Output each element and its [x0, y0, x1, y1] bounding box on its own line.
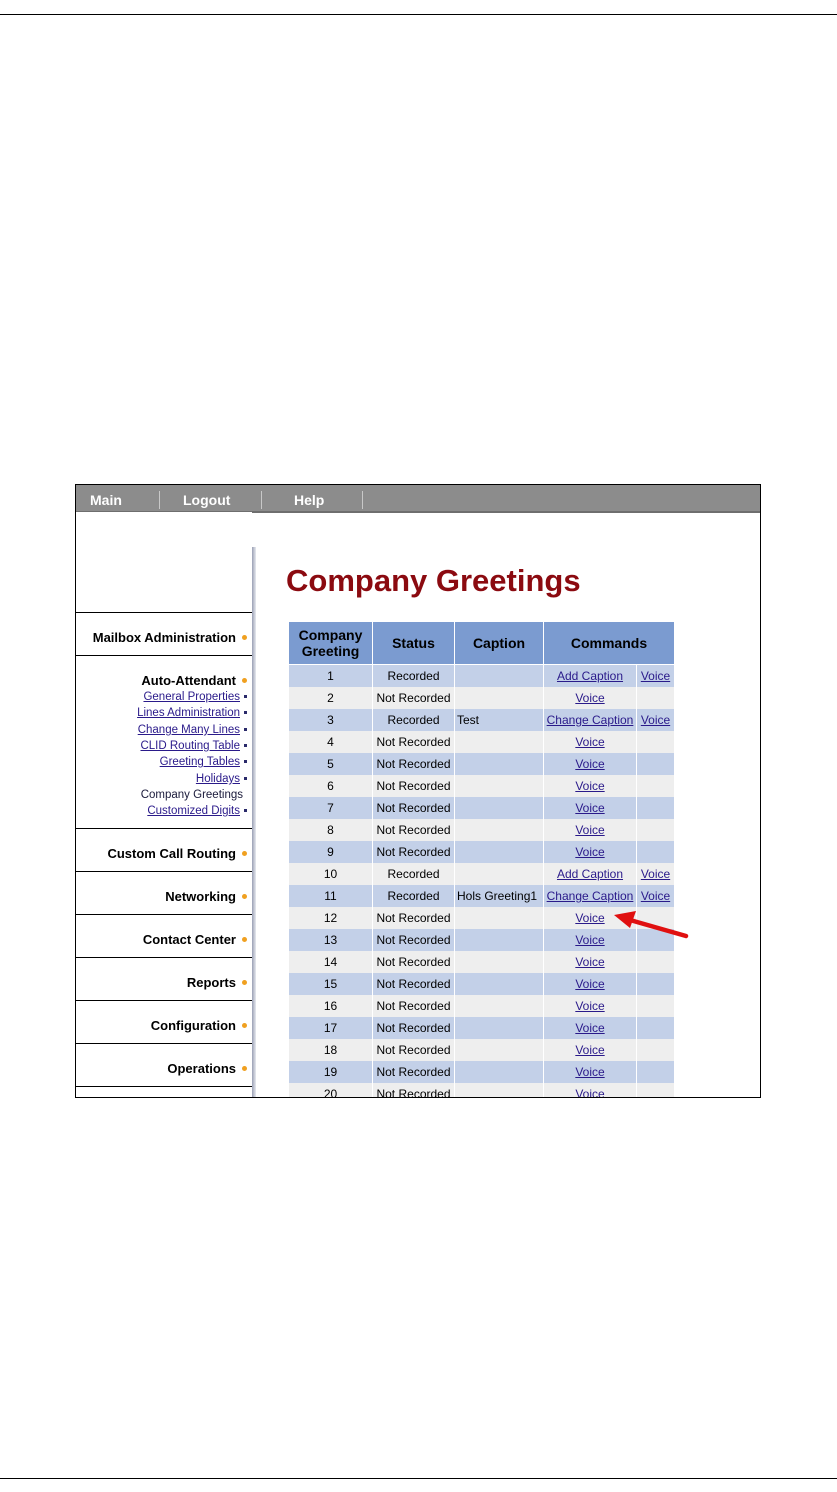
nav-section-networking — [76, 871, 252, 915]
greeting-number-cell: 11 — [289, 885, 373, 907]
header-commands: Commands — [544, 622, 675, 665]
header-line: Company — [298, 627, 363, 643]
greeting-number-cell: 10 — [289, 863, 373, 885]
caption-cell: Hols Greeting1 — [455, 885, 544, 907]
nav-custom-call-routing[interactable] — [107, 846, 247, 861]
sub-item-general-properties[interactable] — [143, 691, 247, 703]
command-cell-empty — [637, 1061, 675, 1083]
nav-label: Contact Center — [142, 932, 236, 947]
status-cell: Not Recorded — [373, 753, 455, 775]
table-row — [289, 775, 675, 797]
table-row — [289, 1061, 675, 1083]
voice-link[interactable]: Voice — [575, 801, 605, 815]
command-cell — [544, 973, 637, 995]
caption-cell — [455, 797, 544, 819]
table-row — [289, 731, 675, 753]
voice-link[interactable]: Voice — [575, 977, 605, 991]
menu-separator — [362, 491, 363, 509]
logo-area — [76, 512, 252, 612]
add-caption-link[interactable]: Add Caption — [556, 669, 624, 683]
table-row — [289, 885, 675, 907]
square-bullet-icon — [244, 777, 247, 780]
greeting-number-cell: 4 — [289, 731, 373, 753]
command-cell — [544, 995, 637, 1017]
table-row — [289, 753, 675, 775]
voice-link[interactable]: Voice — [575, 999, 605, 1013]
sub-item-customized-digits[interactable] — [147, 805, 247, 817]
status-cell: Not Recorded — [373, 1083, 455, 1098]
menu-help[interactable]: Help — [294, 492, 325, 508]
table-header-row — [289, 622, 675, 665]
command-cell — [637, 885, 675, 907]
bullet-icon — [242, 678, 247, 683]
bullet-icon — [242, 851, 247, 856]
bullet-icon — [242, 894, 247, 899]
voice-link[interactable]: Voice — [575, 1043, 605, 1057]
command-cell — [637, 709, 675, 731]
sub-link[interactable]: General Properties — [143, 691, 240, 703]
voice-link[interactable]: Voice — [575, 735, 605, 749]
add-caption-link[interactable]: Add Caption — [556, 867, 624, 881]
command-cell — [544, 687, 637, 709]
status-cell: Not Recorded — [373, 1039, 455, 1061]
header-company-greeting — [289, 622, 373, 665]
voice-link[interactable]: Voice — [575, 779, 605, 793]
nav-configuration[interactable] — [151, 1018, 247, 1033]
status-cell: Not Recorded — [373, 951, 455, 973]
table-row — [289, 665, 675, 688]
command-cell-empty — [637, 687, 675, 709]
voice-link[interactable]: Voice — [640, 669, 671, 683]
header-status: Status — [373, 622, 455, 665]
nav-section-bottom — [76, 1086, 252, 1098]
caption-cell — [455, 665, 544, 688]
voice-link[interactable]: Voice — [640, 713, 671, 727]
page-bottom-rule — [0, 1478, 837, 1479]
command-cell-empty — [637, 819, 675, 841]
sub-item-lines-administration[interactable] — [137, 707, 247, 719]
command-cell — [544, 1061, 637, 1083]
greeting-number-cell: 16 — [289, 995, 373, 1017]
command-cell — [544, 819, 637, 841]
nav-label: Networking — [165, 889, 236, 904]
caption-cell — [455, 819, 544, 841]
caption-cell — [455, 775, 544, 797]
greeting-number-cell: 14 — [289, 951, 373, 973]
sub-item-change-many-lines[interactable] — [138, 724, 247, 736]
command-cell — [544, 709, 637, 731]
command-cell-empty — [637, 753, 675, 775]
top-menu-bar — [76, 485, 760, 513]
command-cell-empty — [637, 973, 675, 995]
nav-section-reports — [76, 957, 252, 1001]
command-cell — [544, 797, 637, 819]
voice-link[interactable]: Voice — [575, 691, 605, 705]
sidebar-shadow — [252, 547, 256, 1097]
menu-main[interactable]: Main — [90, 492, 122, 508]
command-cell — [544, 1039, 637, 1061]
command-cell — [544, 951, 637, 973]
nav-label: Configuration — [150, 1018, 236, 1033]
caption-cell — [455, 995, 544, 1017]
table-row — [289, 687, 675, 709]
sub-link[interactable]: Customized Digits — [147, 805, 240, 817]
bullet-icon — [242, 980, 247, 985]
table-row — [289, 1017, 675, 1039]
bullet-icon — [242, 1023, 247, 1028]
table-body — [289, 665, 675, 1099]
command-cell — [544, 885, 637, 907]
greeting-number-cell: 3 — [289, 709, 373, 731]
voice-link[interactable]: Voice — [575, 1087, 605, 1098]
caption-cell — [455, 753, 544, 775]
table-row — [289, 797, 675, 819]
status-cell: Not Recorded — [373, 929, 455, 951]
command-cell — [544, 753, 637, 775]
status-cell: Not Recorded — [373, 973, 455, 995]
greeting-number-cell: 19 — [289, 1061, 373, 1083]
command-cell — [544, 731, 637, 753]
command-cell — [544, 863, 637, 885]
caption-cell — [455, 731, 544, 753]
voice-link[interactable]: Voice — [575, 933, 605, 947]
caption-cell — [455, 841, 544, 863]
table-row — [289, 1083, 675, 1098]
command-cell — [544, 665, 637, 688]
command-cell-empty — [637, 731, 675, 753]
command-cell — [637, 863, 675, 885]
command-cell — [544, 1017, 637, 1039]
greeting-number-cell: 5 — [289, 753, 373, 775]
greeting-number-cell: 13 — [289, 929, 373, 951]
table-row — [289, 841, 675, 863]
header-line: Greeting — [301, 643, 360, 659]
status-cell: Recorded — [373, 863, 455, 885]
table-row — [289, 995, 675, 1017]
nav-operations[interactable] — [167, 1061, 247, 1076]
status-cell: Not Recorded — [373, 775, 455, 797]
sub-link[interactable]: Lines Administration — [137, 707, 240, 719]
greeting-number-cell: 7 — [289, 797, 373, 819]
nav-section-configuration — [76, 1000, 252, 1044]
greeting-number-cell: 15 — [289, 973, 373, 995]
status-cell: Recorded — [373, 709, 455, 731]
menu-separator — [159, 491, 160, 509]
sub-item-company-greetings — [141, 789, 247, 801]
command-cell-empty — [637, 841, 675, 863]
command-cell-empty — [637, 775, 675, 797]
sub-link[interactable]: Change Many Lines — [137, 724, 240, 736]
caption-cell — [455, 1017, 544, 1039]
status-cell: Recorded — [373, 665, 455, 688]
sidebar-nav — [76, 512, 252, 1097]
menu-logout[interactable]: Logout — [183, 492, 231, 508]
greeting-number-cell: 18 — [289, 1039, 373, 1061]
greeting-number-cell: 17 — [289, 1017, 373, 1039]
table-row — [289, 951, 675, 973]
nav-section-mailbox — [76, 612, 252, 656]
caption-cell — [455, 863, 544, 885]
nav-networking[interactable] — [165, 889, 247, 904]
nav-mailbox-administration[interactable] — [93, 630, 247, 645]
voice-link[interactable]: Voice — [575, 1065, 605, 1079]
caption-cell — [455, 1061, 544, 1083]
command-cell-empty — [637, 1017, 675, 1039]
status-cell: Not Recorded — [373, 687, 455, 709]
command-cell-empty — [637, 995, 675, 1017]
status-cell: Not Recorded — [373, 731, 455, 753]
greeting-number-cell: 12 — [289, 907, 373, 929]
square-bullet-icon — [244, 760, 247, 763]
status-cell: Not Recorded — [373, 797, 455, 819]
nav-section-operations — [76, 1043, 252, 1087]
caption-cell — [455, 1083, 544, 1098]
caption-cell — [455, 929, 544, 951]
menu-separator — [261, 491, 262, 509]
square-bullet-icon — [244, 728, 247, 731]
sub-link[interactable]: CLID Routing Table — [140, 740, 240, 752]
sub-item-holidays[interactable] — [196, 773, 247, 785]
command-cell-empty — [637, 1039, 675, 1061]
voice-link[interactable]: Voice — [640, 867, 671, 881]
red-arrow-icon — [614, 911, 690, 941]
greeting-number-cell: 9 — [289, 841, 373, 863]
command-cell — [544, 775, 637, 797]
app-screenshot — [75, 484, 761, 1098]
sub-item-clid-routing-table[interactable] — [140, 740, 247, 752]
status-cell: Not Recorded — [373, 1061, 455, 1083]
table-row — [289, 819, 675, 841]
bullet-icon — [242, 1066, 247, 1071]
voice-link[interactable]: Voice — [575, 845, 605, 859]
caption-cell — [455, 907, 544, 929]
voice-link[interactable]: Voice — [575, 823, 605, 837]
greeting-number-cell: 1 — [289, 665, 373, 688]
command-cell — [544, 841, 637, 863]
nav-section-auto-attendant — [76, 655, 252, 829]
table-row — [289, 973, 675, 995]
status-cell: Not Recorded — [373, 819, 455, 841]
table-row — [289, 1039, 675, 1061]
nav-label: Auto-Attendant — [141, 673, 236, 688]
status-cell: Recorded — [373, 885, 455, 907]
nav-label: Reports — [186, 975, 236, 990]
status-cell: Not Recorded — [373, 1017, 455, 1039]
bullet-icon — [242, 635, 247, 640]
greeting-number-cell: 20 — [289, 1083, 373, 1098]
nav-reports[interactable] — [187, 975, 247, 990]
sub-link[interactable]: Greeting Tables — [159, 756, 240, 768]
nav-label: Operations — [167, 1061, 236, 1076]
status-cell: Not Recorded — [373, 995, 455, 1017]
nav-contact-center[interactable] — [143, 932, 247, 947]
caption-cell — [455, 951, 544, 973]
nav-label: Custom Call Routing — [107, 846, 236, 861]
change-caption-link[interactable]: Change Caption — [546, 713, 634, 727]
command-cell — [637, 665, 675, 688]
voice-link[interactable]: Voice — [575, 1021, 605, 1035]
greeting-number-cell: 8 — [289, 819, 373, 841]
nav-auto-attendant[interactable] — [141, 673, 247, 688]
voice-link[interactable]: Voice — [575, 911, 605, 925]
caption-cell: Test — [455, 709, 544, 731]
caption-cell — [455, 1039, 544, 1061]
command-cell — [544, 1083, 637, 1098]
voice-link[interactable]: Voice — [575, 757, 605, 771]
nav-label: Mailbox Administration — [92, 630, 236, 645]
sub-item-greeting-tables[interactable] — [160, 756, 247, 768]
sub-link[interactable]: Holidays — [195, 773, 240, 785]
greeting-number-cell: 6 — [289, 775, 373, 797]
sub-current-label: Company Greetings — [140, 789, 243, 801]
square-bullet-icon — [244, 711, 247, 714]
status-cell: Not Recorded — [373, 841, 455, 863]
square-bullet-icon — [244, 809, 247, 812]
caption-cell — [455, 973, 544, 995]
nav-section-custom-call-routing — [76, 828, 252, 872]
status-cell: Not Recorded — [373, 907, 455, 929]
page-top-rule — [0, 14, 837, 15]
voice-link[interactable]: Voice — [640, 889, 671, 903]
nav-section-contact-center — [76, 914, 252, 958]
caption-cell — [455, 687, 544, 709]
table-row — [289, 863, 675, 885]
bullet-icon — [242, 937, 247, 942]
square-bullet-icon — [244, 695, 247, 698]
greetings-table — [288, 621, 675, 1098]
page-title: Company Greetings — [286, 563, 581, 598]
square-bullet-icon — [244, 744, 247, 747]
command-cell-empty — [637, 797, 675, 819]
voice-link[interactable]: Voice — [575, 955, 605, 969]
greeting-number-cell: 2 — [289, 687, 373, 709]
table-row — [289, 709, 675, 731]
command-cell-empty — [637, 951, 675, 973]
change-caption-link[interactable]: Change Caption — [546, 889, 634, 903]
command-cell-empty — [637, 1083, 675, 1098]
header-caption: Caption — [455, 622, 544, 665]
